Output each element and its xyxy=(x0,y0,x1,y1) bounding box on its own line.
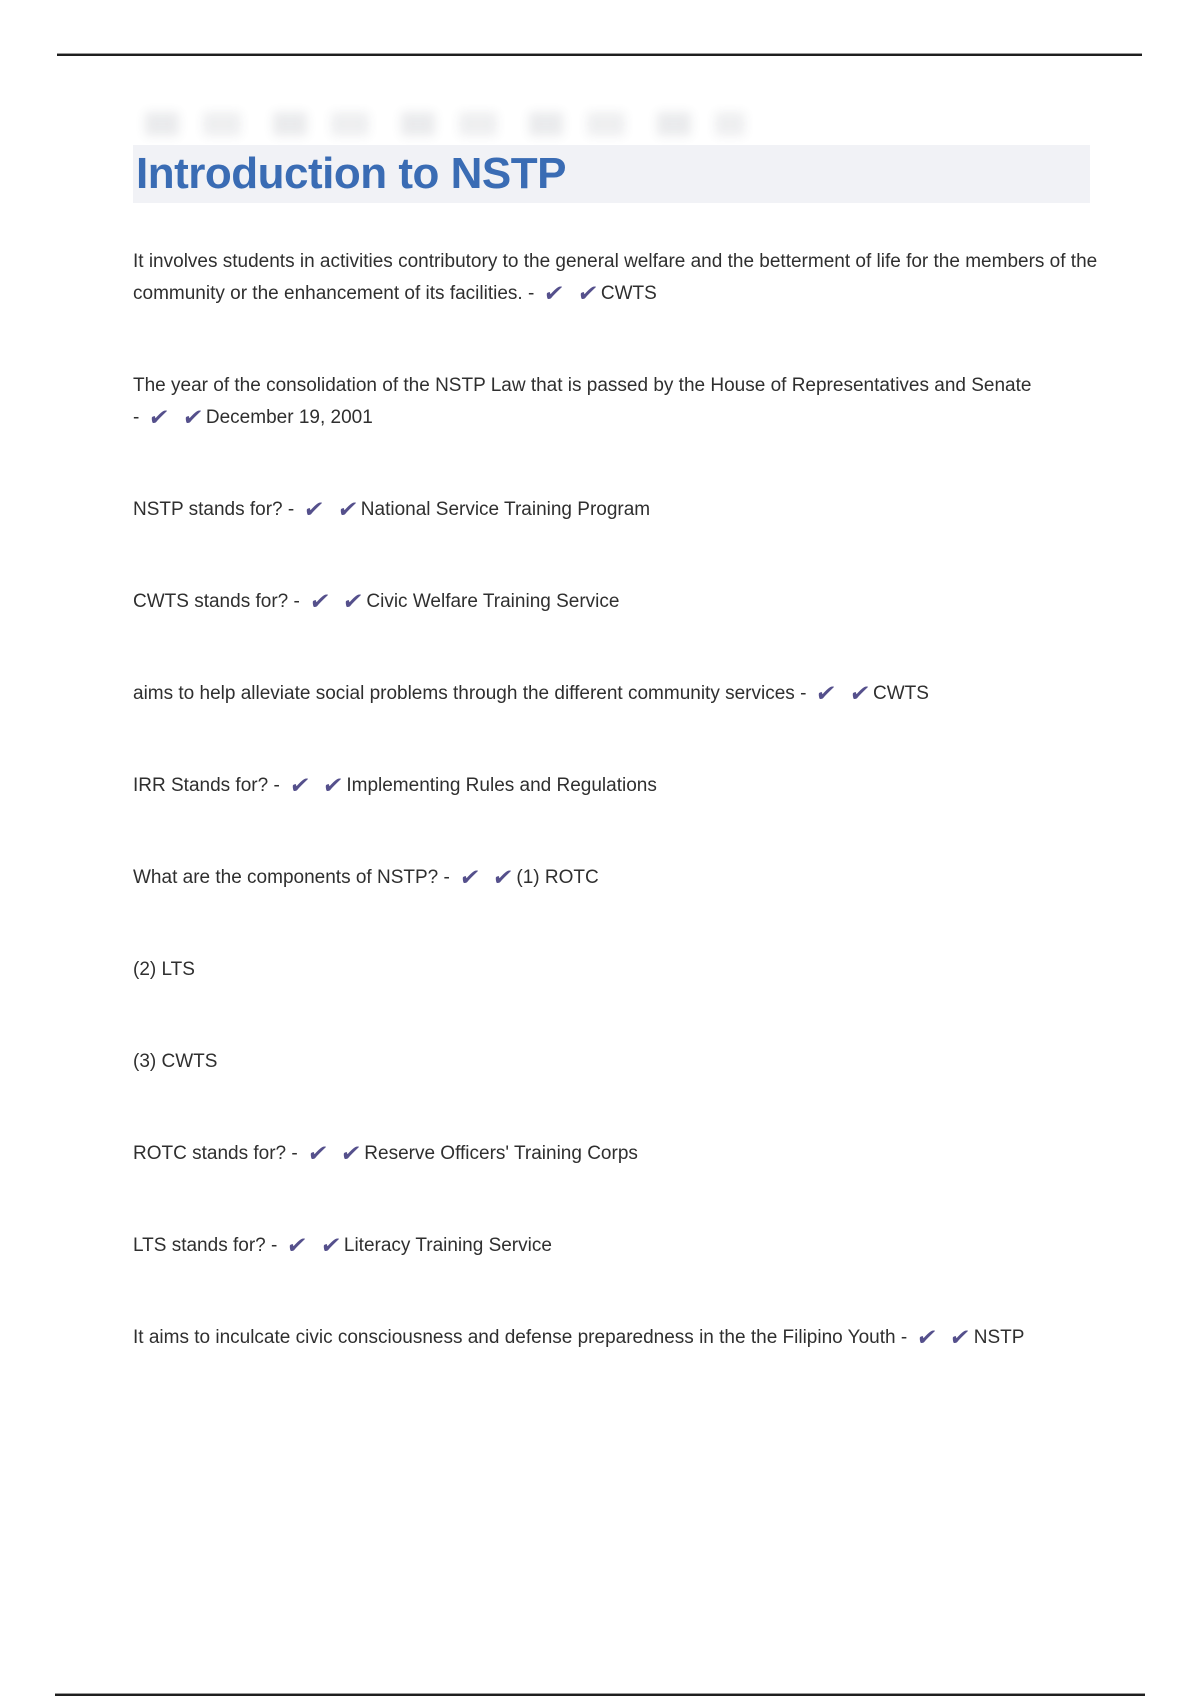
title-bar xyxy=(133,145,1090,203)
separator: - xyxy=(273,775,280,796)
separator: - xyxy=(293,591,300,612)
separator: - xyxy=(443,867,450,888)
separator: - xyxy=(527,283,535,304)
answer-text: CWTS xyxy=(872,683,929,704)
footer-rule xyxy=(55,1693,1145,1696)
separator: - xyxy=(900,1327,908,1348)
check-icon: ✔ xyxy=(305,1141,330,1167)
qa-item xyxy=(133,370,1105,434)
answer-text: CWTS xyxy=(600,283,657,304)
question-text: It involves students in activities contributory to the general welfare and the betterment of life for the members of the community or the enhancement of its facilities. xyxy=(133,251,1098,304)
question-text: ROTC stands for? xyxy=(133,1143,287,1164)
answer-unit xyxy=(273,770,656,802)
answer-text: Reserve Officers' Training Corps xyxy=(364,1143,638,1164)
answer-text: Literacy Training Service xyxy=(343,1235,552,1256)
qa-item xyxy=(133,862,1105,894)
check-icon: ✔ xyxy=(338,1141,363,1167)
qa-item xyxy=(133,1046,1105,1078)
page-title: Introduction to NSTP xyxy=(136,149,566,198)
answer-unit xyxy=(800,678,929,710)
check-icon: ✔ xyxy=(490,865,515,891)
question-text: The year of the consolidation of the NSTP Law that is passed by the House of Representatives and Senate xyxy=(133,375,1032,396)
check-icon: ✔ xyxy=(847,681,872,707)
qa-item xyxy=(133,954,1105,986)
qa-item xyxy=(133,586,1105,618)
answer-text: National Service Training Program xyxy=(360,499,651,520)
check-icon: ✔ xyxy=(307,589,332,615)
question-text: NSTP stands for? xyxy=(133,499,283,520)
double-check-icon xyxy=(306,589,367,615)
check-icon: ✔ xyxy=(914,1325,939,1351)
separator: - xyxy=(271,1235,278,1256)
answer-unit xyxy=(528,278,657,310)
double-check-icon xyxy=(145,405,206,431)
question-text: (2) LTS xyxy=(133,959,195,980)
double-check-icon xyxy=(304,1141,365,1167)
double-check-icon xyxy=(283,1233,344,1259)
question-text: What are the components of NSTP? xyxy=(133,867,439,888)
question-text: CWTS stands for? xyxy=(133,591,289,612)
check-icon: ✔ xyxy=(320,773,345,799)
qa-item xyxy=(133,1138,1105,1170)
check-icon: ✔ xyxy=(285,1233,309,1259)
double-check-icon xyxy=(540,281,601,307)
answer-text: Implementing Rules and Regulations xyxy=(346,775,657,796)
answer-unit xyxy=(288,494,650,526)
separator: - xyxy=(800,683,807,704)
header-rule xyxy=(57,53,1142,56)
answer-unit xyxy=(444,862,599,894)
answer-unit xyxy=(271,1230,552,1262)
print-artifact xyxy=(145,112,745,136)
double-check-icon xyxy=(300,497,361,523)
answer-unit xyxy=(294,586,620,618)
qa-list xyxy=(133,246,1105,1414)
answer-unit xyxy=(901,1322,1025,1354)
question-text: (3) CWTS xyxy=(133,1051,218,1072)
check-icon: ✔ xyxy=(457,865,482,891)
check-icon: ✔ xyxy=(814,681,839,707)
check-icon: ✔ xyxy=(542,281,566,307)
double-check-icon xyxy=(913,1325,974,1351)
check-icon: ✔ xyxy=(180,405,205,431)
qa-item xyxy=(133,1322,1105,1354)
double-check-icon xyxy=(812,681,873,707)
answer-unit xyxy=(133,402,373,434)
question-text: aims to help alleviate social problems through the different community services xyxy=(133,683,795,704)
separator: - xyxy=(291,1143,298,1164)
check-icon: ✔ xyxy=(575,281,600,307)
answer-text: (1) ROTC xyxy=(516,867,599,888)
question-text: LTS stands for? xyxy=(133,1235,266,1256)
qa-item xyxy=(133,494,1105,526)
qa-item xyxy=(133,678,1105,710)
separator: - xyxy=(287,499,295,520)
answer-unit xyxy=(291,1138,638,1170)
qa-item xyxy=(133,246,1105,310)
check-icon: ✔ xyxy=(318,1233,343,1259)
qa-item xyxy=(133,770,1105,802)
answer-text: Civic Welfare Training Service xyxy=(366,591,620,612)
double-check-icon xyxy=(286,773,347,799)
check-icon: ✔ xyxy=(302,497,326,523)
answer-text: December 19, 2001 xyxy=(205,407,373,428)
check-icon: ✔ xyxy=(335,497,360,523)
separator: - xyxy=(133,407,140,428)
answer-text: NSTP xyxy=(973,1327,1025,1348)
check-icon: ✔ xyxy=(948,1325,973,1351)
question-text: IRR Stands for? xyxy=(133,775,269,796)
check-icon: ✔ xyxy=(147,405,171,431)
double-check-icon xyxy=(456,865,517,891)
check-icon: ✔ xyxy=(287,773,312,799)
question-text: It aims to inculcate civic consciousness and defense preparedness in the the Filipino Youth xyxy=(133,1327,896,1348)
check-icon: ✔ xyxy=(340,589,365,615)
qa-item xyxy=(133,1230,1105,1262)
